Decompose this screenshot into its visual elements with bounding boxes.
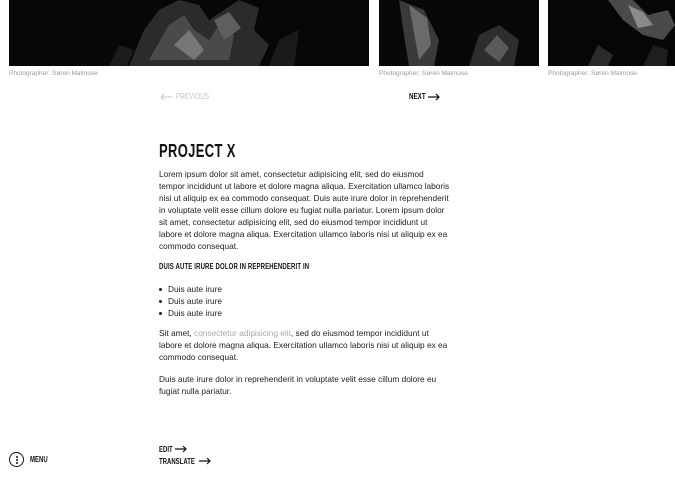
photo-caption: Photographer: Søren Malmose: [9, 70, 98, 77]
page-title: PROJECT X: [159, 141, 236, 161]
arrow-left-icon: [160, 93, 172, 101]
previous-link[interactable]: [160, 92, 217, 101]
edit-label: EDIT: [159, 444, 173, 454]
translate-link[interactable]: [159, 455, 211, 467]
inline-link[interactable]: consectetur adipisicing elit: [194, 328, 291, 338]
body-paragraph: [159, 327, 451, 363]
photo-caption: Photographer: Søren Malmose: [379, 70, 468, 77]
gallery-photo-1[interactable]: [9, 0, 369, 66]
section-subheading: DUIS AUTE IRURE DOLOR IN REPREHENDERIT IN: [159, 262, 310, 271]
body-paragraph: Duis aute irure dolor in reprehenderit in voluptate velit esse cillum dolore eu fugiat nulla pariatur.: [159, 374, 437, 396]
paragraph-text: , sed do eiusmod tempor incididunt ut labore et dolore magna aliqua. Exercitation ullamco laboris nisi ut aliquip ex ea commodo consequat.: [159, 328, 448, 362]
article-actions: [159, 443, 211, 467]
article: [159, 140, 451, 397]
translate-label: TRANSLATE: [159, 456, 195, 466]
bullet-list: [159, 283, 451, 319]
menu-label: MENU: [30, 455, 48, 464]
list-item: Duis aute irure: [168, 283, 451, 295]
arrow-right-icon: [175, 445, 187, 453]
gallery-photo-2[interactable]: [379, 0, 539, 66]
list-item: Duis aute irure: [168, 295, 451, 307]
arrow-right-icon: [199, 457, 211, 465]
intro-paragraph: Lorem ipsum dolor sit amet, consectetur adipisicing elit, sed do eiusmod tempor incididunt ut labore et dolore magna aliqua. Exercitation ullamco laboris nisi ut aliquip ex ea commodo consequat. Duis aute irure dolor in reprehenderit in voluptate velit esse cillum dolore eu fugiat nulla pariatur. Lorem ipsum dolor sit amet, consectetur adipisicing elit, sed do eiusmod tempor incididunt ut labore et dolore magna aliqua. Exercitation ullamco laboris nisi ut aliquip ex ea commodo consequat.: [159, 169, 450, 251]
next-link[interactable]: [409, 92, 440, 101]
more-vertical-icon: [9, 452, 24, 467]
menu-button[interactable]: [9, 452, 54, 467]
list-item: Duis aute irure: [168, 307, 451, 319]
edit-link[interactable]: [159, 443, 211, 455]
gallery-photo-3[interactable]: [548, 0, 675, 66]
photo-caption: Photographer: Søren Malmose: [548, 70, 637, 77]
next-label: NEXT: [409, 92, 426, 101]
previous-label: PREVIOUS: [176, 92, 210, 101]
arrow-right-icon: [428, 93, 440, 101]
paragraph-text: Sit amet,: [159, 328, 195, 338]
